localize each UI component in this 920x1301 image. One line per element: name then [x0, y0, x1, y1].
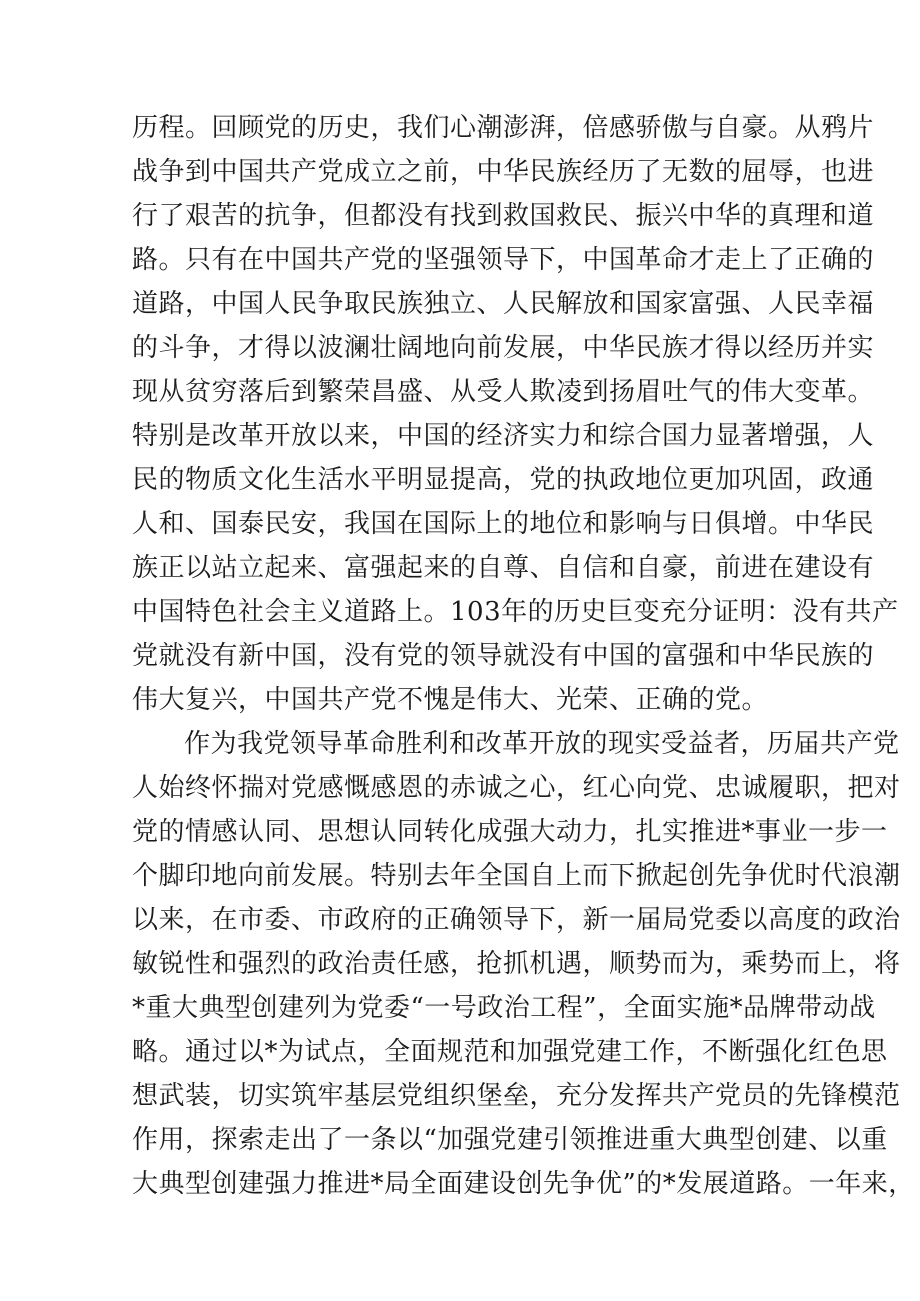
paragraph-1-line: 现从贫穷落后到繁荣昌盛、从受人欺凌到扬眉吐气的伟大变革。 [132, 377, 875, 407]
paragraph-1-line: 道路，中国人民争取民族独立、人民解放和国家富强、人民幸福 [132, 289, 875, 319]
paragraph-2-line: 作为我党领导革命胜利和改革开放的现实受益者，历届共产党 [184, 729, 900, 759]
paragraph-2-line: 想武装，切实筑牢基层党组织堡垒，充分发挥共产党员的先锋模范 [132, 1081, 901, 1111]
paragraph-1-line: 民的物质文化生活水平明显提高，党的执政地位更加巩固，政通 [132, 465, 875, 495]
paragraph-2-line: 党的情感认同、思想认同转化成强大动力，扎实推进*事业一步一 [132, 817, 888, 847]
paragraph-1-line: 党就没有新中国，没有党的领导就没有中国的富强和中华民族的 [132, 641, 875, 671]
paragraph-1-line: 行了艰苦的抗争，但都没有找到救国救民、振兴中华的真理和道 [132, 201, 875, 231]
paragraph-2-line: 个脚印地向前发展。特别去年全国自上而下掀起创先争优时代浪潮 [132, 861, 901, 891]
paragraph-1-line: 战争到中国共产党成立之前，中华民族经历了无数的屈辱，也进 [132, 157, 875, 187]
paragraph-2-line: 大典型创建强力推进*局全面建设创先争优”的*发展道路。一年来， [132, 1169, 915, 1199]
paragraph-1-line: 历程。回顾党的历史，我们心潮澎湃，倍感骄傲与自豪。从鸦片 [132, 113, 875, 143]
paragraph-1-line: 伟大复兴，中国共产党不愧是伟大、光荣、正确的党。 [132, 685, 769, 715]
paragraph-2-line: 人始终怀揣对党感慨感恩的赤诚之心，红心向党、忠诚履职，把对 [132, 773, 901, 803]
paragraph-2-line: 作用，探索走出了一条以“加强党建引领推进重大典型创建、以重 [132, 1125, 888, 1155]
paragraph-1-line: 的斗争，才得以波澜壮阔地向前发展，中华民族才得以经历并实 [132, 333, 875, 363]
paragraph-1-line: 特别是改革开放以来，中国的经济实力和综合国力显著增强，人 [132, 421, 875, 451]
paragraph-2-line: 敏锐性和强烈的政治责任感，抢抓机遇，顺势而为，乘势而上，将 [132, 949, 901, 979]
paragraph-2-line: *重大典型创建列为党委“一号政治工程”，全面实施*品牌带动战 [132, 993, 876, 1023]
paragraph-1-line: 族正以站立起来、富强起来的自尊、自信和自豪，前进在建设有 [132, 553, 875, 583]
paragraph-2-line: 以来，在市委、市政府的正确领导下，新一届局党委以高度的政治 [132, 905, 901, 935]
paragraph-2-line: 略。通过以*为试点，全面规范和加强党建工作，不断强化红色思 [132, 1037, 888, 1067]
paragraph-1-line: 人和、国泰民安，我国在国际上的地位和影响与日俱增。中华民 [132, 509, 875, 539]
paragraph-1-line: 路。只有在中国共产党的坚强领导下，中国革命才走上了正确的 [132, 245, 875, 275]
paragraph-1-line: 中国特色社会主义道路上。103年的历史巨变充分证明：没有共产 [132, 597, 899, 627]
